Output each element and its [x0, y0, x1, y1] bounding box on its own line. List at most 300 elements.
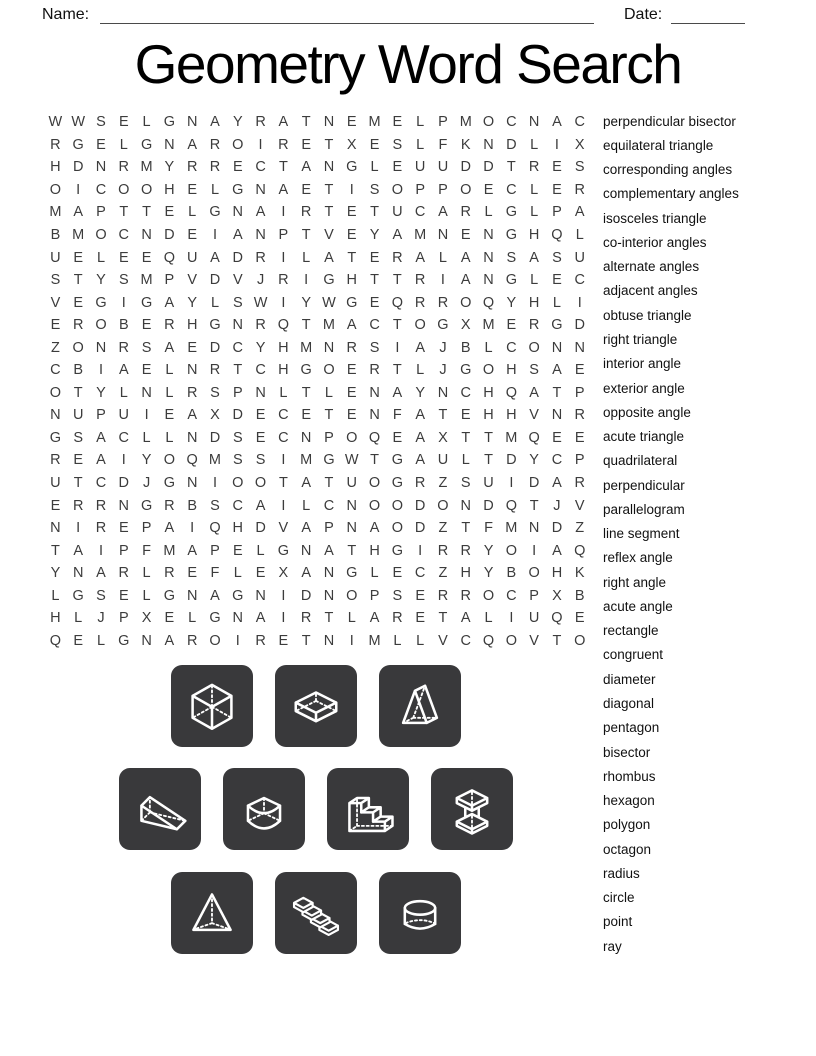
grid-letter: B	[506, 565, 517, 582]
grid-letter: C	[232, 497, 244, 514]
grid-letter: A	[552, 475, 562, 492]
grid-letter: D	[255, 520, 266, 537]
grid-letter: R	[209, 136, 221, 153]
grid-letter: J	[256, 272, 265, 289]
grid-letter: G	[346, 565, 358, 582]
grid-letter: M	[300, 452, 313, 469]
grid-letter: A	[301, 475, 311, 492]
grid-letter: O	[505, 542, 517, 559]
zigzag-slabs-tile	[275, 872, 357, 954]
grid-letter: E	[392, 429, 403, 446]
grid-letter: L	[165, 362, 174, 379]
grid-letter: O	[414, 317, 426, 334]
grid-letter: N	[437, 384, 449, 401]
grid-letter: I	[76, 181, 81, 198]
grid-letter: I	[190, 520, 195, 537]
grid-letter: A	[278, 114, 289, 131]
grid-letter: L	[119, 384, 128, 401]
grid-letter: D	[483, 159, 494, 176]
grid-letter: I	[144, 407, 149, 424]
grid-letter: N	[141, 227, 152, 243]
grid-letter: H	[278, 339, 289, 356]
grid-letter: T	[324, 610, 334, 627]
grid-letter: D	[528, 475, 540, 492]
grid-letter: A	[324, 542, 334, 559]
grid-letter: N	[141, 632, 152, 649]
grid-letter: H	[528, 227, 540, 243]
grid-letter: U	[414, 159, 426, 176]
grid-letter: P	[438, 181, 448, 198]
grid-letter: S	[96, 587, 106, 604]
grid-letter: A	[187, 407, 198, 424]
grid-letter: O	[49, 181, 62, 198]
grid-letter: L	[370, 159, 379, 176]
grid-letter: R	[95, 497, 107, 514]
grid-letter: A	[96, 565, 106, 582]
grid-letter: L	[347, 610, 356, 627]
grid-letter: M	[300, 339, 313, 356]
grid-letter: E	[73, 452, 84, 469]
word-list-item: pentagon	[603, 720, 660, 736]
word-list	[603, 109, 739, 958]
grid-letter: N	[323, 632, 335, 649]
grid-letter: L	[416, 362, 425, 379]
grid-letter: Q	[574, 542, 586, 559]
grid-letter: S	[232, 429, 243, 446]
grid-letter: D	[209, 429, 221, 446]
grid-letter: C	[414, 565, 426, 582]
word-list-item: perpendicular	[603, 477, 685, 493]
grid-letter: O	[368, 475, 381, 492]
grid-letter: E	[255, 429, 266, 446]
grid-letter: R	[118, 339, 130, 356]
grid-letter: L	[530, 204, 539, 221]
grid-letter: T	[324, 475, 334, 492]
grid-letter: R	[460, 542, 471, 559]
grid-letter: I	[577, 294, 582, 311]
grid-letter: E	[369, 294, 380, 311]
grid-letter: D	[164, 227, 175, 243]
word-list-item: rectangle	[603, 623, 659, 639]
grid-letter: E	[73, 249, 84, 266]
grid-letter: G	[505, 227, 517, 243]
grid-letter: L	[188, 204, 197, 221]
grid-letter: C	[50, 362, 61, 379]
word-list-item: adjacent angles	[603, 283, 698, 299]
word-list-item: hexagon	[603, 793, 655, 809]
grid-letter: H	[50, 610, 61, 627]
word-list-item: acute triangle	[603, 429, 685, 445]
grid-letter: R	[278, 136, 289, 153]
grid-letter: L	[302, 497, 311, 514]
grid-letter: A	[210, 114, 220, 131]
grid-letter: N	[483, 136, 494, 153]
word-list-item: co-interior angles	[603, 234, 707, 250]
grid-letter: U	[50, 475, 61, 492]
grid-letter: U	[186, 249, 198, 266]
grid-letter: Q	[209, 520, 221, 537]
grid-letter: Y	[164, 159, 175, 176]
grid-letter: O	[346, 429, 358, 446]
word-list-item: congruent	[603, 647, 664, 663]
grid-letter: G	[163, 587, 176, 604]
grid-letter: U	[483, 475, 494, 492]
grid-letter: W	[71, 114, 86, 131]
grid-letter: P	[438, 114, 448, 131]
grid-letter: D	[72, 159, 84, 176]
grid-letter: G	[391, 475, 403, 492]
grid-letter: I	[281, 204, 286, 221]
word-list-item: right angle	[603, 574, 667, 590]
grid-letter: A	[164, 632, 175, 649]
grid-letter: R	[369, 362, 380, 379]
grid-letter: A	[460, 610, 471, 627]
grid-letter: R	[414, 475, 426, 492]
grid-letter: O	[254, 475, 267, 492]
date-blank-line	[671, 23, 745, 24]
grid-letter: P	[529, 587, 539, 604]
grid-letter: N	[255, 587, 266, 604]
grid-letter: Y	[529, 452, 539, 469]
grid-letter: L	[96, 249, 106, 266]
grid-letter: A	[255, 610, 266, 627]
grid-letter: E	[392, 565, 403, 582]
grid-letter: Y	[255, 339, 266, 356]
grid-letter: Q	[482, 294, 495, 311]
grid-letter: E	[50, 497, 61, 514]
grid-letter: R	[414, 294, 426, 311]
grid-letter: I	[121, 452, 126, 469]
grid-letter: T	[119, 204, 129, 221]
grid-letter: G	[391, 452, 403, 469]
grid-letter: O	[72, 339, 84, 356]
grid-letter: E	[346, 384, 357, 401]
grid-letter: L	[256, 542, 265, 559]
grid-letter: S	[552, 249, 562, 266]
grid-letter: B	[73, 362, 84, 379]
word-list-item: ray	[603, 938, 622, 954]
grid-letter: I	[349, 632, 354, 649]
grid-letter: D	[551, 520, 563, 537]
grid-letter: T	[461, 520, 471, 537]
grid-letter: I	[281, 249, 286, 266]
grid-letter: N	[483, 249, 494, 266]
grid-letter: I	[212, 227, 217, 243]
grid-letter: P	[369, 587, 380, 604]
grid-letter: P	[118, 542, 129, 559]
grid-letter: A	[96, 429, 106, 446]
grid-letter: O	[368, 497, 381, 514]
grid-letter: N	[50, 407, 61, 424]
grid-letter: R	[255, 249, 266, 266]
grid-letter: L	[552, 294, 561, 311]
grid-letter: P	[118, 610, 129, 627]
grid-letter: V	[187, 272, 198, 289]
grid-letter: C	[574, 114, 585, 131]
grid-letter: L	[51, 587, 60, 604]
grid-letter: G	[163, 114, 176, 131]
grid-letter: Y	[301, 294, 311, 311]
word-list-item: radius	[603, 865, 640, 881]
grid-letter: G	[140, 294, 153, 311]
grid-letter: E	[187, 565, 198, 582]
grid-letter: E	[483, 181, 494, 198]
grid-letter: I	[349, 181, 354, 198]
grid-letter: B	[460, 339, 471, 356]
grid-letter: H	[50, 159, 61, 176]
grid-letter: T	[278, 159, 288, 176]
grid-letter: E	[301, 407, 311, 424]
grid-letter: L	[416, 136, 425, 153]
cube-tile	[171, 665, 253, 747]
grid-letter: G	[49, 429, 62, 446]
grid-letter: M	[208, 452, 222, 469]
grid-letter: Q	[551, 227, 563, 243]
grid-letter: I	[212, 475, 217, 492]
grid-letter: I	[532, 542, 537, 559]
grid-letter: P	[552, 204, 562, 221]
grid-letter: I	[440, 272, 445, 289]
grid-letter: I	[304, 272, 309, 289]
grid-letter: L	[530, 136, 539, 153]
triangular-prism-icon	[393, 679, 447, 733]
grid-letter: R	[437, 294, 449, 311]
grid-letter: N	[255, 384, 266, 401]
grid-letter: M	[163, 542, 176, 559]
grid-letter: E	[187, 339, 198, 356]
grid-letter: T	[370, 204, 379, 221]
grid-letter: A	[415, 407, 425, 424]
grid-letter: N	[437, 227, 449, 243]
grid-letter: Y	[187, 294, 198, 311]
grid-letter: V	[438, 632, 448, 649]
grid-letter: E	[369, 249, 380, 266]
grid-letter: W	[322, 294, 336, 311]
grid-letter: U	[50, 249, 61, 266]
word-list-item: obtuse triangle	[603, 307, 692, 323]
grid-letter: E	[392, 159, 403, 176]
word-list-item: right triangle	[603, 332, 678, 348]
grid-letter: F	[142, 542, 152, 559]
grid-letter: H	[483, 384, 494, 401]
grid-letter: L	[530, 181, 539, 198]
grid-letter: G	[209, 204, 221, 221]
word-list-item: rhombus	[603, 768, 656, 784]
grid-letter: G	[140, 497, 153, 514]
grid-letter: T	[484, 429, 493, 446]
grid-letter: Y	[506, 294, 517, 311]
grid-letter: N	[460, 497, 471, 514]
grid-letter: E	[232, 159, 243, 176]
grid-letter: G	[95, 294, 107, 311]
grid-letter: A	[415, 339, 425, 356]
grid-letter: H	[278, 362, 289, 379]
word-search-grid	[44, 111, 591, 652]
grid-letter: N	[346, 520, 357, 537]
grid-letter: P	[574, 452, 585, 469]
grid-letter: H	[346, 272, 357, 289]
grid-letter: T	[392, 272, 402, 289]
grid-letter: Q	[186, 452, 198, 469]
grid-letter: S	[255, 452, 266, 469]
grid-letter: R	[574, 407, 585, 424]
grid-letter: E	[96, 136, 106, 153]
grid-letter: N	[323, 587, 335, 604]
grid-letter: X	[460, 317, 471, 334]
grid-letter: O	[140, 181, 153, 198]
grid-letter: Y	[232, 114, 243, 131]
grid-letter: N	[323, 565, 335, 582]
grid-letter: G	[505, 204, 517, 221]
grid-letter: T	[552, 384, 562, 401]
word-list-item: diameter	[603, 671, 656, 687]
grid-letter: N	[186, 475, 198, 492]
grid-letter: C	[95, 475, 107, 492]
grid-letter: I	[281, 610, 286, 627]
grid-letter: S	[369, 339, 380, 356]
grid-letter: A	[164, 520, 175, 537]
word-list-item: polygon	[603, 817, 651, 833]
grid-letter: T	[73, 475, 83, 492]
grid-letter: E	[187, 181, 198, 198]
grid-letter: X	[141, 610, 152, 627]
grid-letter: G	[437, 317, 449, 334]
grid-letter: R	[528, 317, 540, 334]
grid-letter: E	[346, 362, 357, 379]
grid-letter: R	[346, 339, 357, 356]
grid-letter: T	[438, 610, 448, 627]
grid-letter: E	[552, 181, 562, 198]
grid-letter: M	[414, 227, 427, 243]
grid-letter: I	[509, 610, 514, 627]
grid-letter: J	[142, 475, 151, 492]
grid-letter: A	[324, 249, 334, 266]
grid-letter: N	[346, 497, 357, 514]
grid-letter: O	[118, 181, 130, 198]
grid-letter: R	[255, 632, 266, 649]
grid-letter: R	[164, 497, 175, 514]
grid-letter: R	[437, 587, 449, 604]
grid-letter: C	[255, 159, 266, 176]
grid-letter: J	[97, 610, 105, 627]
grid-letter: N	[300, 542, 312, 559]
grid-letter: N	[574, 339, 585, 356]
grid-letter: H	[483, 407, 494, 424]
grid-letter: L	[210, 294, 220, 311]
grid-letter: S	[73, 429, 84, 446]
grid-letter: A	[210, 587, 220, 604]
grid-letter: C	[506, 114, 517, 131]
grid-letter: U	[437, 159, 449, 176]
grid-letter: D	[483, 497, 494, 514]
grid-letter: G	[277, 542, 289, 559]
grid-letter: N	[118, 497, 130, 514]
grid-letter: O	[482, 362, 495, 379]
grid-letter: G	[163, 475, 176, 492]
grid-letter: T	[50, 542, 60, 559]
grid-letter: V	[50, 294, 61, 311]
grid-letter: L	[302, 249, 311, 266]
grid-letter: G	[460, 362, 472, 379]
grid-letter: S	[529, 362, 539, 379]
i-beam-tile	[431, 768, 513, 850]
grid-letter: M	[505, 520, 518, 537]
grid-letter: Y	[415, 384, 425, 401]
word-list-item: octagon	[603, 841, 652, 857]
grid-letter: R	[50, 452, 61, 469]
grid-letter: O	[505, 632, 517, 649]
grid-letter: G	[232, 181, 244, 198]
grid-letter: N	[300, 429, 312, 446]
grid-letter: E	[552, 272, 562, 289]
grid-letter: D	[232, 407, 244, 424]
grid-letter: S	[50, 272, 61, 289]
grid-letter: L	[416, 632, 425, 649]
grid-letter: L	[416, 114, 425, 131]
grid-letter: N	[255, 181, 266, 198]
grid-letter: M	[140, 159, 153, 176]
grid-letter: T	[438, 407, 448, 424]
grid-letter: I	[281, 497, 286, 514]
grid-letter: P	[324, 429, 334, 446]
grid-letter: H	[528, 294, 540, 311]
ramp-icon	[133, 782, 187, 836]
grid-letter: B	[574, 587, 585, 604]
grid-letter: M	[140, 272, 153, 289]
grid-letter: E	[73, 632, 84, 649]
grid-letter: A	[392, 227, 403, 243]
grid-letter: E	[574, 429, 585, 446]
grid-letter: N	[528, 520, 540, 537]
grid-letter: R	[574, 181, 585, 198]
grid-letter: Q	[505, 384, 517, 401]
grid-letter: O	[323, 362, 335, 379]
grid-letter: E	[255, 565, 266, 582]
grid-letter: E	[187, 227, 198, 243]
grid-letter: C	[414, 204, 426, 221]
grid-letter: R	[186, 632, 198, 649]
grid-letter: E	[301, 181, 311, 198]
grid-letter: A	[301, 565, 311, 582]
grid-letter: G	[209, 610, 221, 627]
grid-letter: A	[529, 249, 539, 266]
grid-letter: G	[505, 272, 517, 289]
grid-letter: R	[164, 317, 175, 334]
grid-letter: C	[460, 384, 471, 401]
grid-letter: A	[301, 520, 311, 537]
grid-letter: U	[574, 249, 585, 266]
grid-letter: C	[506, 587, 517, 604]
grid-letter: Y	[96, 272, 106, 289]
grid-letter: V	[278, 520, 289, 537]
grid-letter: X	[438, 429, 448, 446]
grid-letter: A	[392, 384, 403, 401]
grid-letter: S	[210, 497, 220, 514]
word-list-item: opposite angle	[603, 404, 691, 420]
grid-letter: E	[415, 610, 425, 627]
grid-letter: N	[483, 272, 494, 289]
grid-letter: R	[300, 610, 312, 627]
grid-letter: G	[323, 452, 335, 469]
grid-letter: F	[392, 407, 402, 424]
grid-letter: T	[484, 452, 493, 469]
grid-letter: D	[118, 475, 130, 492]
grid-letter: A	[415, 452, 425, 469]
grid-letter: U	[346, 475, 357, 492]
grid-letter: Q	[551, 610, 563, 627]
grid-letter: M	[322, 317, 335, 334]
word-list-item: isosceles triangle	[603, 210, 707, 226]
